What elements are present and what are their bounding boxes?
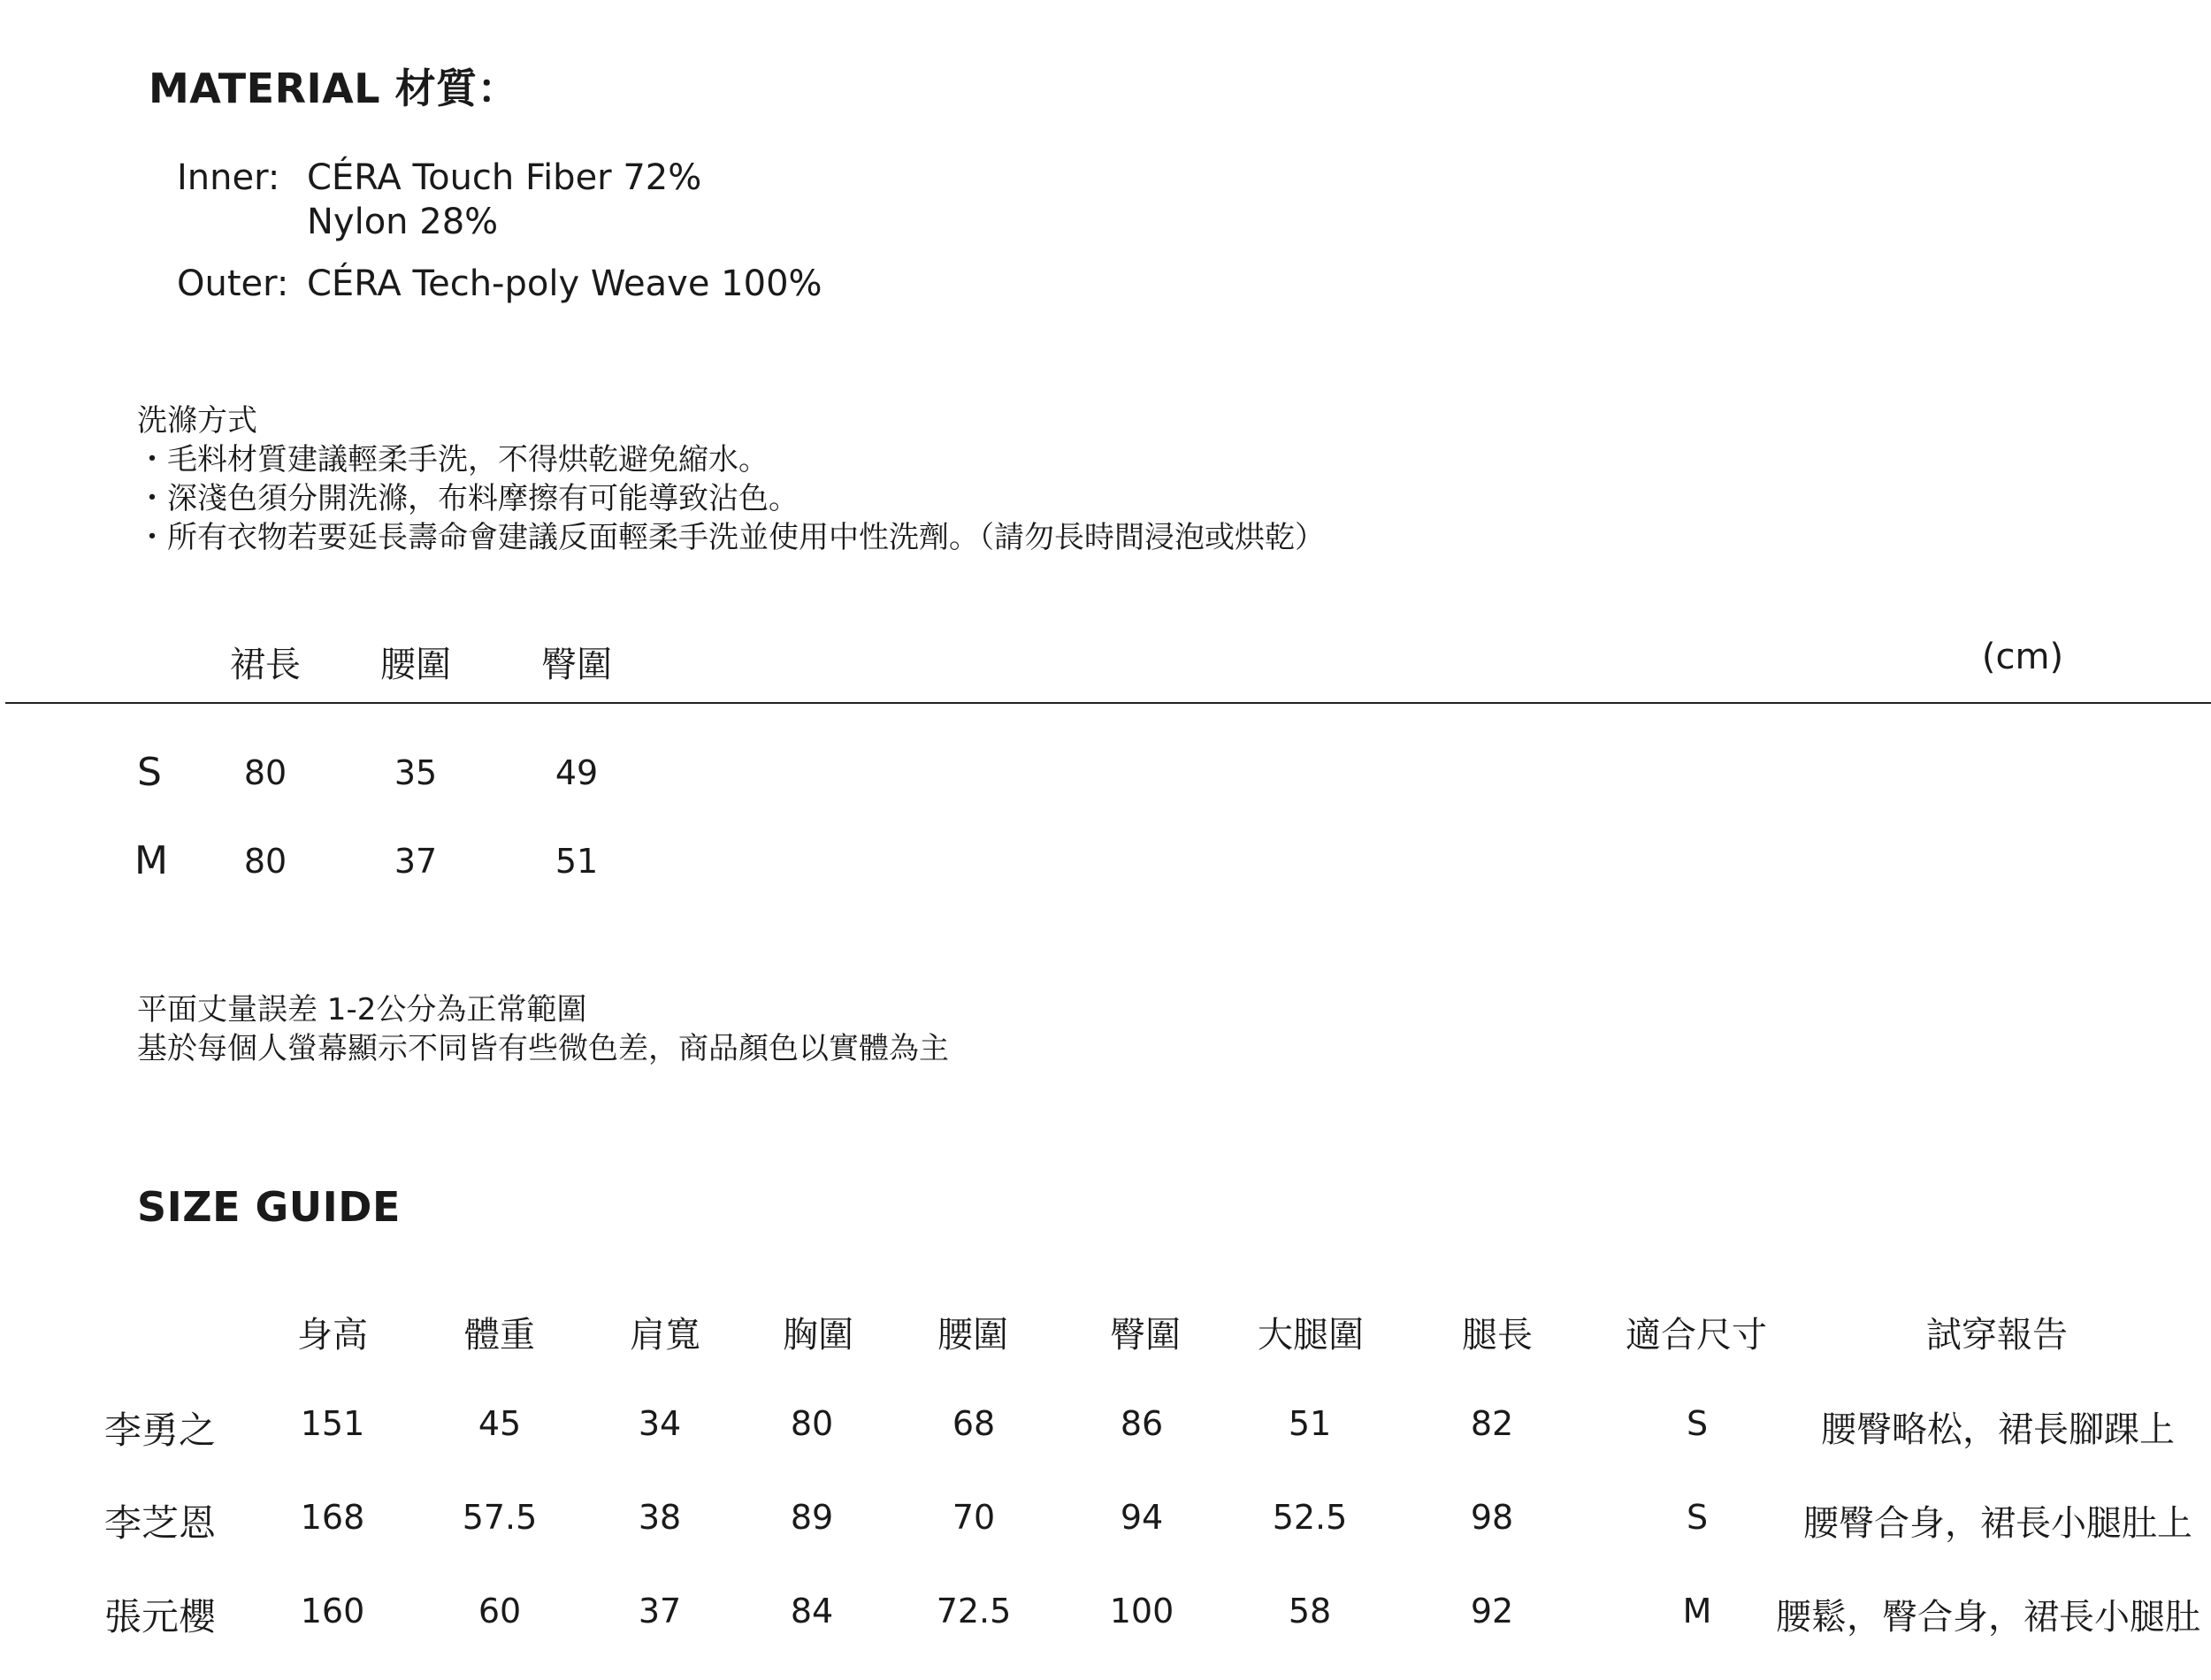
care-title: 洗滌方式 [137, 403, 257, 439]
guide-row-3-shoulder: 37 [638, 1592, 682, 1630]
guide-row-3-height: 160 [300, 1592, 365, 1630]
guide-row-1-thigh: 51 [1288, 1404, 1332, 1443]
measure-unit: (cm) [1981, 637, 2064, 677]
size-row-m-length: 80 [243, 842, 287, 881]
guide-row-2-leg: 98 [1470, 1498, 1514, 1537]
guide-row-3-report: 腰鬆，臀合身，裙長小腿肚 [1776, 1597, 2200, 1638]
guide-row-1-report: 腰臀略松，裙長腳踝上 [1821, 1409, 2175, 1450]
guide-header-chest: 胸圍 [783, 1315, 853, 1355]
guide-row-3-hip: 100 [1109, 1592, 1174, 1630]
size-row-s-waist: 35 [394, 753, 438, 792]
table-divider [5, 702, 2211, 704]
size-row-s-label: S [137, 750, 162, 795]
guide-row-1-weight: 45 [478, 1404, 522, 1443]
measure-header-length: 裙長 [230, 645, 301, 685]
size-guide-heading: SIZE GUIDE [137, 1183, 401, 1231]
guide-header-hip: 臀圍 [1110, 1315, 1181, 1355]
guide-row-3-thigh: 58 [1288, 1592, 1332, 1630]
guide-row-1-fit-size: S [1686, 1404, 1709, 1443]
size-row-m-waist: 37 [394, 842, 438, 881]
guide-row-3-waist: 72.5 [936, 1592, 1012, 1630]
inner-line-2: Nylon 28% [307, 202, 499, 242]
size-row-m-label: M [134, 838, 168, 883]
guide-row-2-waist: 70 [952, 1498, 996, 1537]
inner-label: Inner: [177, 157, 280, 198]
size-row-s-length: 80 [243, 753, 287, 792]
guide-row-1-chest: 80 [790, 1404, 834, 1443]
inner-line-1: CÉRA Touch Fiber 72% [307, 157, 702, 198]
care-line-2: ・深淺色須分開洗滌，布料摩擦有可能導致沾色。 [137, 481, 799, 516]
note-line-2: 基於每個人螢幕顯示不同皆有些微色差，商品顏色以實體為主 [137, 1031, 949, 1066]
guide-row-2-chest: 89 [790, 1498, 834, 1537]
material-heading: MATERIAL 材質： [149, 65, 519, 112]
size-row-s-hip: 49 [555, 753, 599, 792]
guide-row-3-leg: 92 [1470, 1592, 1514, 1630]
measure-header-hip: 臀圍 [541, 645, 612, 685]
guide-header-report: 試穿報告 [1926, 1315, 2068, 1355]
guide-header-fit-size: 適合尺寸 [1626, 1315, 1767, 1355]
guide-row-1-waist: 68 [952, 1404, 996, 1443]
care-line-3: ・所有衣物若要延長壽命會建議反面輕柔手洗並使用中性洗劑。（請勿長時間浸泡或烘乾） [137, 520, 1325, 555]
guide-header-thigh: 大腿圍 [1258, 1315, 1364, 1355]
outer-line-1: CÉRA Tech-poly Weave 100% [307, 263, 822, 304]
guide-row-1-height: 151 [300, 1404, 365, 1443]
guide-row-2-hip: 94 [1120, 1498, 1164, 1537]
outer-label: Outer: [177, 263, 289, 304]
guide-header-waist: 腰圍 [937, 1315, 1008, 1355]
guide-row-2-thigh: 52.5 [1272, 1498, 1348, 1537]
guide-header-weight: 體重 [464, 1315, 535, 1355]
guide-header-height: 身高 [297, 1315, 368, 1355]
guide-row-3-fit-size: M [1682, 1592, 1712, 1630]
guide-row-2-weight: 57.5 [462, 1498, 538, 1537]
size-row-m-hip: 51 [555, 842, 599, 881]
guide-row-3-name: 張元櫻 [104, 1595, 217, 1638]
guide-row-2-height: 168 [300, 1498, 365, 1537]
guide-header-shoulder: 肩寬 [630, 1315, 700, 1355]
note-line-1: 平面丈量誤差 1-2公分為正常範圍 [137, 992, 587, 1027]
guide-row-2-name: 李芝恩 [104, 1501, 217, 1545]
guide-row-3-chest: 84 [790, 1592, 834, 1630]
guide-row-1-shoulder: 34 [638, 1404, 682, 1443]
guide-header-leg: 腿長 [1462, 1315, 1533, 1355]
guide-row-1-leg: 82 [1470, 1404, 1514, 1443]
guide-row-1-hip: 86 [1120, 1404, 1164, 1443]
guide-row-3-weight: 60 [478, 1592, 522, 1630]
guide-row-2-shoulder: 38 [638, 1498, 682, 1537]
care-line-1: ・毛料材質建議輕柔手洗，不得烘乾避免縮水。 [137, 442, 769, 477]
guide-row-2-report: 腰臀合身，裙長小腿肚上 [1803, 1503, 2192, 1544]
guide-row-2-fit-size: S [1686, 1498, 1709, 1537]
measure-header-waist: 腰圍 [380, 645, 451, 685]
guide-row-1-name: 李勇之 [104, 1409, 217, 1452]
